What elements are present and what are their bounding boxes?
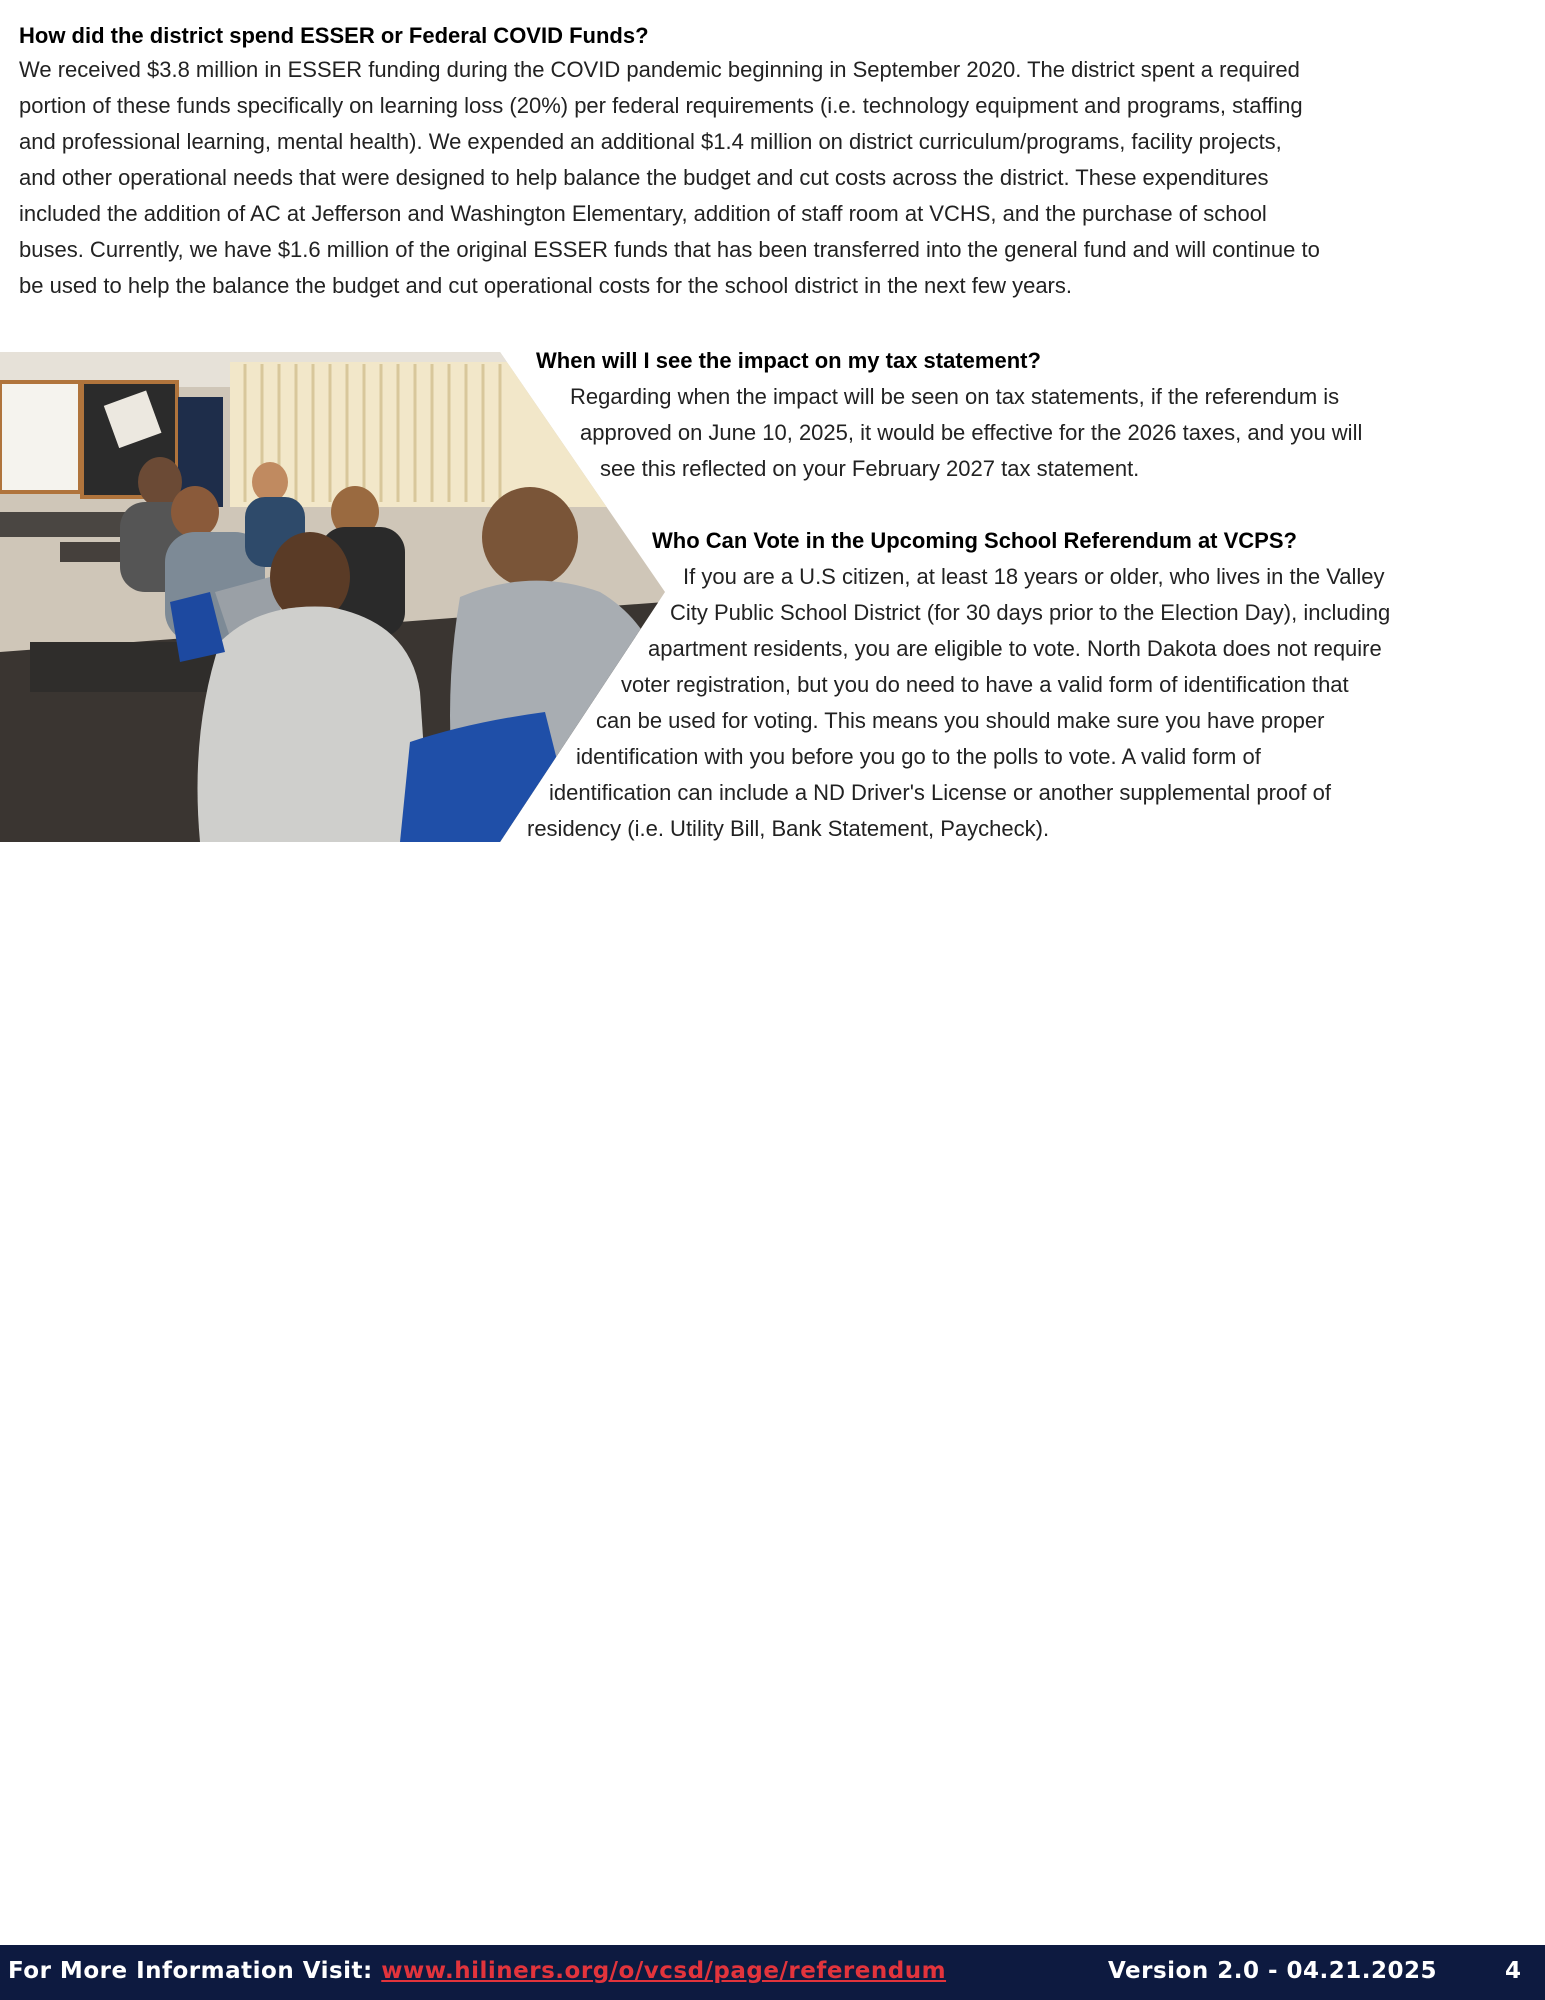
vote-line: identification can include a ND Driver's License or another supplemental proof of [549,780,1331,805]
tax-line: approved on June 10, 2025, it would be effective for the 2026 taxes, and you will [580,420,1363,445]
footer-label: For More Information Visit: [8,1958,373,1984]
tax-heading: When will I see the impact on my tax statement? [536,348,1041,373]
vote-line: can be used for voting. This means you should make sure you have proper [596,708,1325,733]
footer-info [8,1958,946,1984]
esser-section [19,20,1499,304]
esser-line: included the addition of AC at Jefferson and Washington Elementary, addition of staff room at VCHS, and the purchase of school [19,201,1267,226]
vote-line: apartment residents, you are eligible to vote. North Dakota does not require [648,636,1382,661]
vote-line: If you are a U.S citizen, at least 18 years or older, who lives in the Valley [683,564,1385,589]
esser-line: portion of these funds specifically on learning loss (20%) per federal requirements (i.e. technology equipment and programs, staffing [19,93,1303,118]
vote-line: voter registration, but you do need to have a valid form of identification that [621,672,1349,697]
tax-line: Regarding when the impact will be seen on tax statements, if the referendum is [570,384,1340,409]
esser-heading: How did the district spend ESSER or Federal COVID Funds? [19,23,649,48]
vote-line: City Public School District (for 30 days prior to the Election Day), including [670,600,1391,625]
esser-line: and professional learning, mental health). We expended an additional $1.4 million on district curriculum/programs, facility projects, [19,129,1282,154]
version-label: Version 2.0 - 04.21.2025 [1108,1958,1438,1984]
classroom-photo [0,352,665,842]
referendum-link[interactable]: www.hiliners.org/o/vcsd/page/referendum [381,1958,947,1984]
footer-bar [0,1945,1545,2000]
esser-line: be used to help the balance the budget and cut operational costs for the school district in the next few years. [19,273,1072,298]
esser-line: and other operational needs that were designed to help balance the budget and cut costs across the district. These expenditures [19,165,1269,190]
esser-line: We received $3.8 million in ESSER funding during the COVID pandemic beginning in September 2020. The district spent a required [19,57,1300,82]
page-number: 4 [1505,1958,1522,1984]
tax-line: see this reflected on your February 2027 tax statement. [600,456,1140,481]
vote-line: identification with you before you go to the polls to vote. A valid form of [576,744,1261,769]
vote-line: residency (i.e. Utility Bill, Bank Statement, Paycheck). [527,816,1050,841]
esser-line: buses. Currently, we have $1.6 million of the original ESSER funds that has been transferred into the general fund and will continue to [19,237,1320,262]
vote-heading: Who Can Vote in the Upcoming School Referendum at VCPS? [652,528,1297,553]
